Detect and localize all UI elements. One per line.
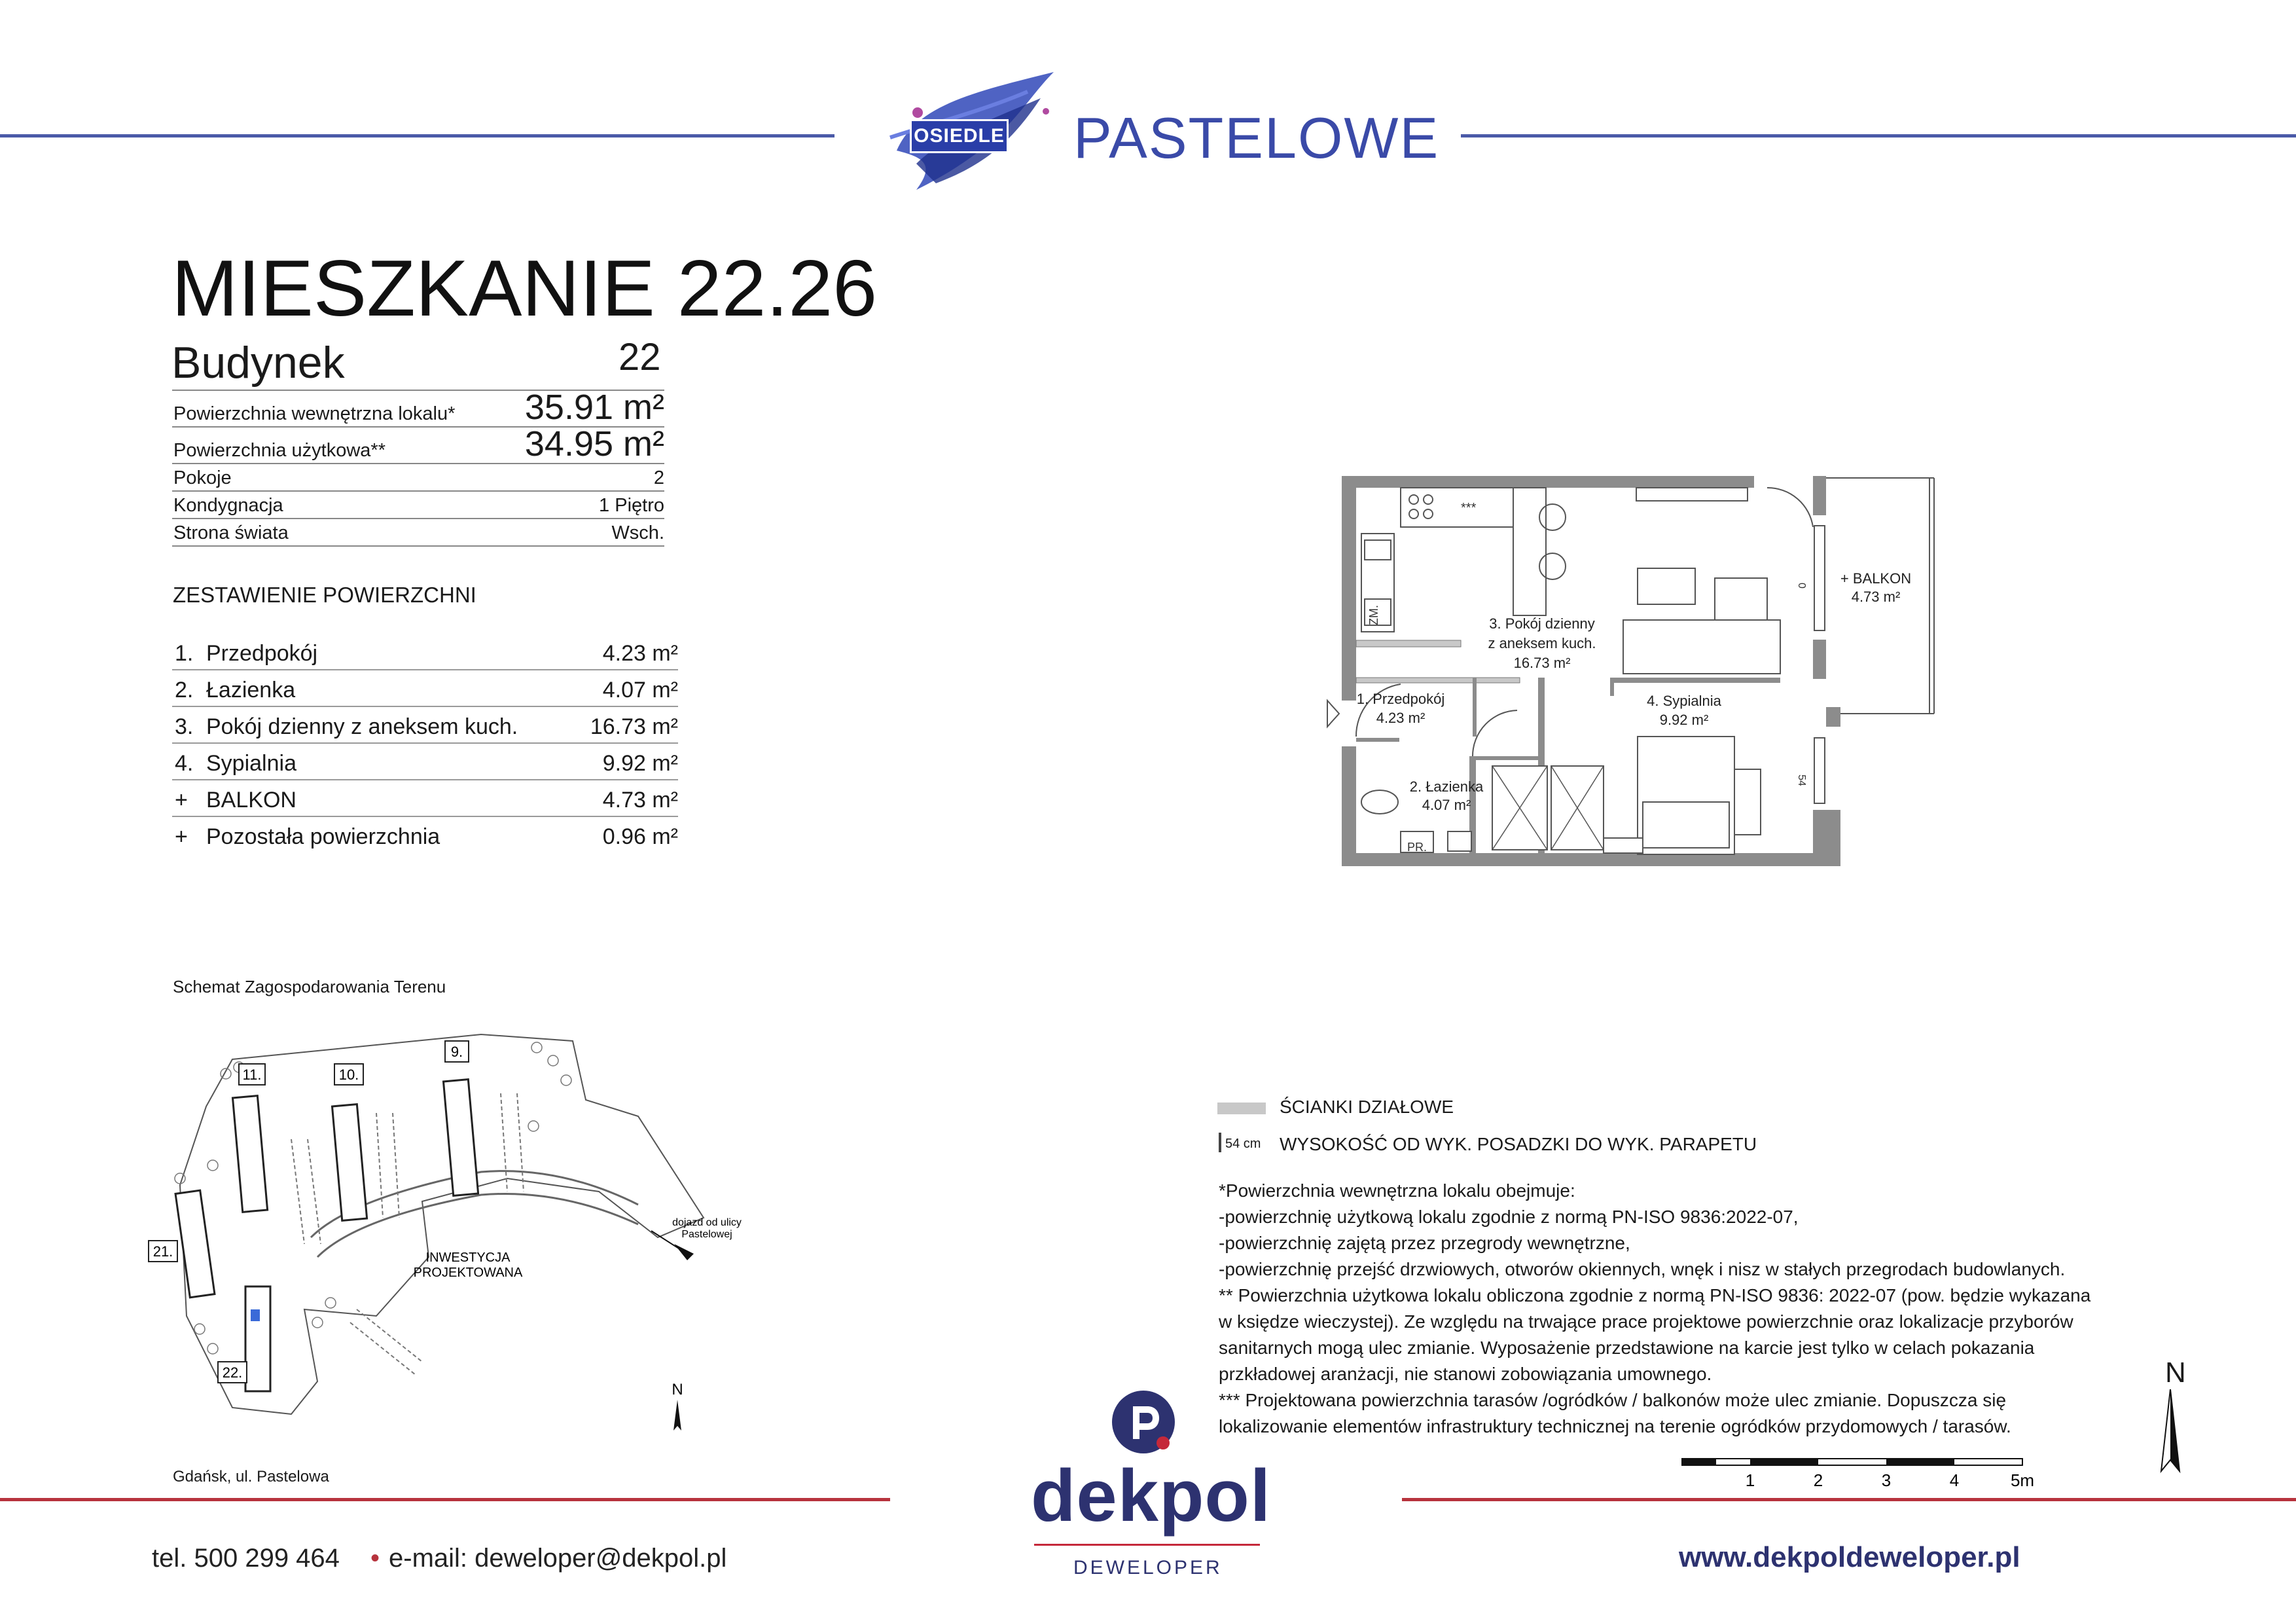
legend-sill-tag: 54 cm: [1225, 1137, 1261, 1151]
dekpol-logo: [1109, 1388, 1181, 1460]
note-line: lokalizowanie elementów infrastruktury technicznej na terenie ogródków przydomowych / tarasów.: [1219, 1416, 2011, 1436]
legend-sill-icon: [1219, 1133, 1221, 1152]
site-plan: [141, 1021, 769, 1440]
site-heading: Schemat Zagospodarowania Terenu: [173, 977, 446, 996]
summary-row: 4. Sypialnia 9.92 m²: [172, 744, 678, 780]
scale-tick: 4: [1949, 1470, 1960, 1490]
site-invest-1: INWESTYCJA: [425, 1250, 511, 1265]
brand-divider: [1034, 1544, 1260, 1546]
plan-pr: PR.: [1407, 841, 1427, 854]
logo-badge: [910, 119, 1009, 153]
dekpol-mark-icon: [1109, 1388, 1181, 1460]
legend-wall-swatch: [1217, 1103, 1266, 1114]
header-line-right: [1461, 134, 2296, 137]
plan-stars: ***: [1461, 501, 1477, 515]
site-building-label: 9.: [450, 1044, 463, 1060]
north-label: N: [2165, 1357, 2186, 1389]
floor-plan: [1309, 468, 1950, 894]
contact-email[interactable]: e-mail: deweloper@dekpol.pl: [389, 1544, 727, 1573]
footer-line-left: [0, 1498, 890, 1501]
plan-sill-0: 0: [1796, 583, 1807, 589]
plan-room3-area: 16.73 m²: [1513, 655, 1571, 671]
note-line: -powierzchnię użytkową lokalu zgodnie z normą PN-ISO 9836:2022-07,: [1219, 1207, 1799, 1227]
summary-row: + BALKON 4.73 m²: [172, 780, 678, 817]
site-north: N: [672, 1381, 683, 1398]
note-line: -powierzchnię przejść drzwiowych, otworów okiennych, wnęk i nisz w stałych przegrodach budowlanych.: [1219, 1259, 2066, 1279]
plan-balcony-area: 4.73 m²: [1851, 589, 1901, 605]
note-line: ** Powierzchnia użytkowa lokalu obliczona zgodnie z normą PN-ISO 9836: 2022-07 (pow. będzie wykazana: [1219, 1285, 2091, 1305]
plan-room1-area: 4.23 m²: [1376, 710, 1426, 726]
site-building-label: 10.: [338, 1067, 359, 1083]
note-line: w księdze wieczystej). Ze względu na trwające prace projektowe powierzchnie oraz lokalizacje przyborów: [1219, 1311, 2073, 1332]
site-road-note-2: Pastelowej: [681, 1229, 732, 1240]
summary-row: 1. Przedpokój 4.23 m²: [172, 634, 678, 670]
site-road-note-1: dojazd od ulicy: [672, 1217, 742, 1228]
scale-tick: 3: [1881, 1470, 1892, 1490]
info-row-internal-area: Powierzchnia wewnętrzna lokalu* 35.91 m²: [173, 388, 664, 427]
summary-row: 3. Pokój dzienny z aneksem kuch. 16.73 m²: [172, 707, 678, 744]
site-north-arrow-icon: [673, 1400, 681, 1431]
site-building-label: 22.: [222, 1364, 243, 1381]
info-row-orientation: Strona świata Wsch.: [172, 518, 664, 547]
legend-walls: ŚCIANKI DZIAŁOWE: [1280, 1097, 1454, 1117]
scale-tick: 2: [1813, 1470, 1823, 1490]
legend-sill: WYSOKOŚĆ OD WYK. POSADZKI DO WYK. PARAPETU: [1280, 1134, 1757, 1154]
plan-sill-54: 54: [1796, 775, 1807, 786]
info-row-floor: Kondygnacja 1 Piętro: [172, 490, 664, 519]
summary-row: 2. Łazienka 4.07 m²: [172, 670, 678, 707]
north-arrow-icon: [2157, 1389, 2183, 1474]
note-line: przkładowej aranżacji, nie stanowi zobowiązania umownego.: [1219, 1364, 1712, 1384]
info-row-rooms: Pokoje 2: [172, 463, 664, 492]
brand-name: dekpol: [1031, 1455, 1271, 1537]
building-value: 22: [619, 336, 661, 378]
plan-room2-area: 4.07 m²: [1422, 797, 1471, 813]
website-link[interactable]: www.dekpoldeweloper.pl: [1679, 1541, 2020, 1573]
contact-tel[interactable]: tel. 500 299 464: [152, 1544, 340, 1573]
logo-badge-text: OSIEDLE: [914, 125, 1005, 147]
scale-tick: 5m: [2010, 1470, 2035, 1490]
footer-line-right: [1402, 1498, 2296, 1501]
plan-room3-name2: z aneksem kuch.: [1488, 635, 1596, 651]
contact-separator: •: [370, 1544, 380, 1573]
brand-sub: DEWELOPER: [1073, 1557, 1223, 1578]
note-line: -powierzchnię zajętą przez przegrody wewnętrzne,: [1219, 1233, 1630, 1253]
plan-room4-name: 4. Sypialnia: [1647, 693, 1721, 709]
plan-balcony-name: + BALKON: [1840, 570, 1912, 587]
note-line: *** Projektowana powierzchnia tarasów /ogródków / balkonów może ulec zmianie. Dopuszcza się: [1219, 1390, 2007, 1410]
plan-room4-area: 9.92 m²: [1659, 712, 1709, 728]
logo-name: PASTELOWE: [1073, 105, 1440, 170]
plan-room1-name: 1. Przedpokój: [1356, 691, 1445, 707]
osiedle-logo: [877, 65, 1060, 196]
plan-room2-name: 2. Łazienka: [1409, 778, 1484, 795]
plan-room3-name: 3. Pokój dzienny: [1489, 615, 1595, 632]
site-location: Gdańsk, ul. Pastelowa: [173, 1468, 329, 1486]
site-building-label: 11.: [242, 1067, 262, 1083]
scale-tick: 1: [1745, 1470, 1755, 1490]
site-building-label: 21.: [152, 1243, 173, 1260]
road-arrow-icon: [674, 1244, 694, 1260]
site-invest-2: PROJEKTOWANA: [413, 1266, 523, 1280]
note-line: sanitarnych mogą ulec zmianie. Wyposażenie przedstawione na karcie jest tylko w celach pokazania: [1219, 1338, 2035, 1358]
summary-row: + Pozostała powierzchnia 0.96 m²: [175, 824, 678, 849]
info-row-usable-area: Powierzchnia użytkowa** 34.95 m²: [173, 424, 664, 464]
plan-zm: ZM.: [1367, 605, 1380, 625]
apartment-title: MIESZKANIE 22.26: [171, 244, 878, 333]
note-line: *Powierzchnia wewnętrzna lokalu obejmuje:: [1219, 1180, 1575, 1201]
header-line-left: [0, 134, 834, 137]
summary-heading: ZESTAWIENIE POWIERZCHNI: [173, 583, 476, 607]
building-label: Budynek: [171, 338, 345, 388]
